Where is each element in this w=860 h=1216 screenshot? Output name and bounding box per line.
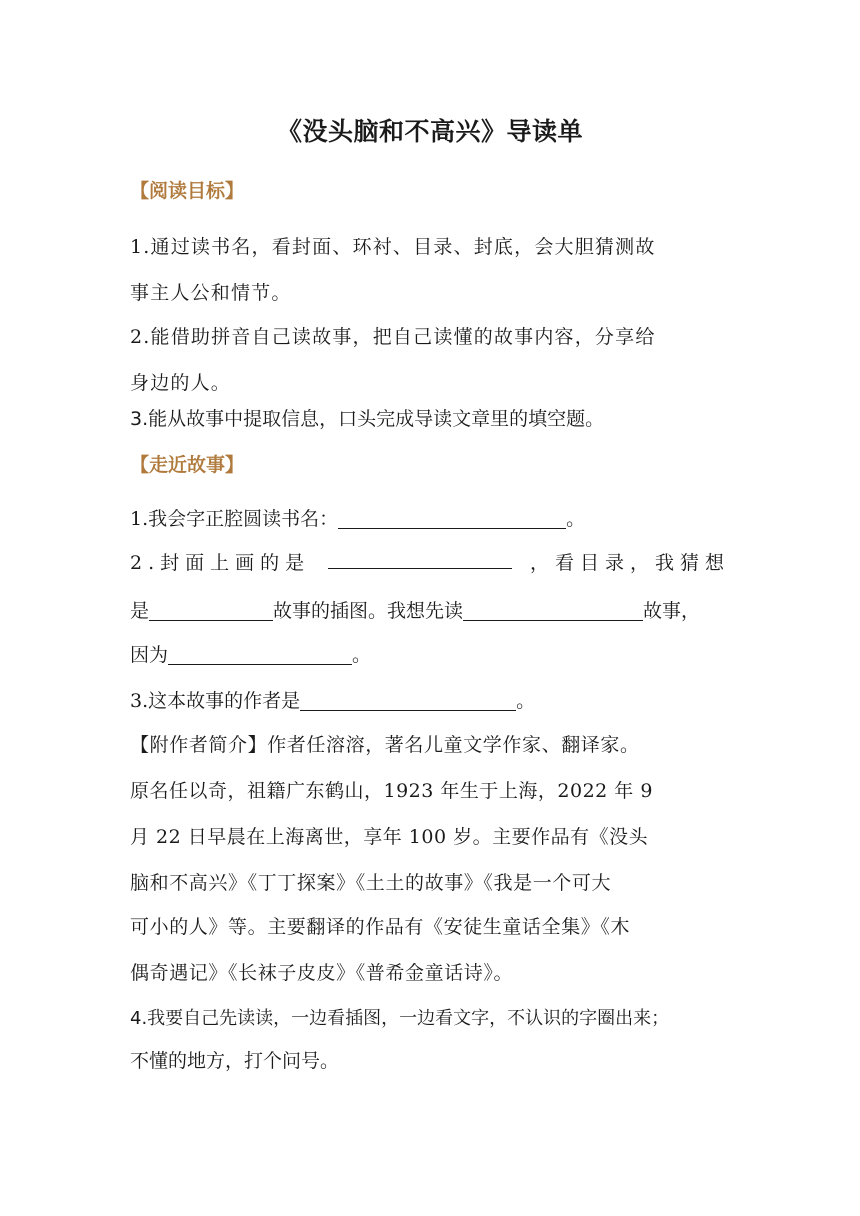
author-bio-line-2: 原名任以奇，祖籍广东鹤山，1923 年生于上海，2022 年 9 [130, 780, 653, 802]
first-story-blank[interactable] [463, 600, 643, 621]
cover-picture-blank[interactable] [328, 548, 512, 569]
question-1 [130, 504, 730, 531]
section-heading-reading-goals: 【阅读目标】 [130, 180, 245, 202]
question-2-line-3-prefix: 因为 [130, 644, 169, 666]
author-bio-line-5: 可小的人》等。主要翻译的作品有《安徒生童话全集》《木 [130, 916, 631, 938]
goal-item-1-line-1: 1.通过读书名，看封面、环衬、目录、封底，会大胆猜测故 [130, 236, 656, 258]
question-4-line-2: 不懂的地方，打个问号。 [130, 1050, 340, 1072]
question-1-suffix: 。 [566, 508, 586, 530]
question-3-suffix: 。 [516, 690, 536, 712]
goal-item-3: 3.能从故事中提取信息，口头完成导读文章里的填空题。 [130, 408, 605, 430]
illustration-story-blank[interactable] [149, 600, 273, 621]
question-2-line-2-mid: 故事的插图。我想先读 [273, 600, 464, 622]
author-bio-line-6: 偶奇遇记》《长袜子皮皮》《普希金童话诗》。 [130, 962, 514, 984]
author-bio-line-1: 【附作者简介】作者任溶溶，著名儿童文学作家、翻译家。 [130, 734, 640, 756]
reason-blank[interactable] [168, 644, 352, 665]
question-2-line-2-prefix: 是 [130, 600, 150, 622]
page-title: 《没头脑和不高兴》导读单 [276, 117, 583, 146]
question-2-line-3-suffix: 。 [352, 644, 372, 666]
question-2-mid: ，看目录，我猜想 [529, 552, 730, 574]
goal-item-1-line-2: 事主人公和情节。 [130, 282, 292, 304]
question-2-line-2-suffix: 故事， [643, 600, 701, 622]
question-2-line-1 [130, 548, 730, 575]
author-blank[interactable] [300, 690, 516, 711]
question-3-prefix: 3.这本故事的作者是 [130, 690, 301, 712]
author-bio-line-3: 月 22 日早晨在上海离世，享年 100 岁。主要作品有《没头 [130, 826, 649, 848]
goal-item-2-line-1: 2.能借助拼音自己读故事，把自己读懂的故事内容，分享给 [130, 326, 656, 348]
author-bio-line-4: 脑和不高兴》《丁丁探案》《土土的故事》《我是一个可大 [130, 872, 612, 894]
book-title-blank[interactable] [338, 508, 566, 529]
question-3 [130, 686, 730, 713]
question-2-line-3 [130, 640, 730, 667]
question-2-prefix: 2.封面上画的是 [130, 552, 311, 574]
question-4-line-1: 4.我要自己先读读，一边看插图，一边看文字，不认识的字圈出来； [130, 1008, 670, 1029]
question-2-line-2 [130, 596, 730, 623]
section-heading-story: 【走近故事】 [130, 454, 245, 476]
goal-item-2-line-2: 身边的人。 [130, 372, 232, 394]
question-1-prefix: 1.我会字正腔圆读书名： [130, 508, 339, 530]
